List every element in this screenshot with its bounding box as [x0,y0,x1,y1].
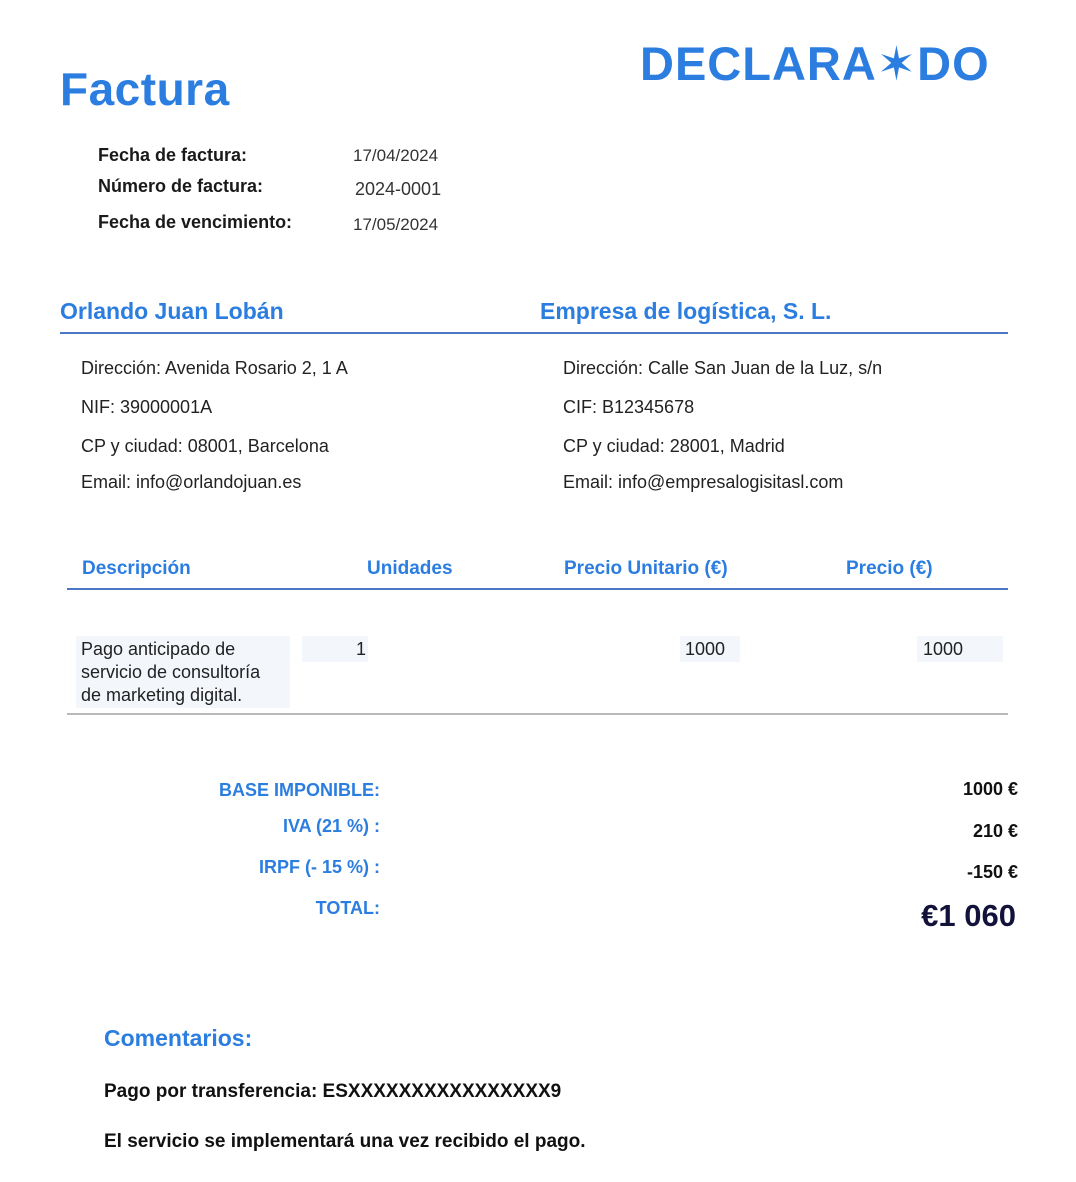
irpf-label: IRPF (- 15 %) : [258,857,380,877]
invoice-date-value: 17/04/2024 [353,146,439,165]
base-imponible-label: BASE IMPONIBLE: [218,780,380,800]
client-city: CP y ciudad: 28001, Madrid [563,436,785,456]
issuer-name: Orlando Juan Lobán [60,298,284,324]
declarando-logo: DECLARA✶DO [640,37,990,90]
row-price: 1000 [923,639,964,659]
total-value: €1 060 [921,898,1016,933]
invoice-number-label: Número de factura: [98,176,264,196]
col-header-description: Descripción [82,558,191,579]
row-price-cell [917,636,1003,662]
due-date-value: 17/05/2024 [353,215,439,234]
col-header-price: Precio (€) [846,558,933,579]
table-row [76,636,290,708]
issuer-city: CP y ciudad: 08001, Barcelona [81,436,329,456]
comment-payment: Pago por transferencia: ESXXXXXXXXXXXXXXXX9 [104,1081,562,1102]
client-name: Empresa de logística, S. L. [540,298,832,324]
client-cif: CIF: B12345678 [563,397,695,417]
client-address: Dirección: Calle San Juan de la Luz, s/n [563,358,883,378]
irpf-value: -150 € [966,862,1018,882]
table-header-divider [67,588,1008,590]
issuer-email: Email: info@orlandojuan.es [81,472,302,492]
due-date-label: Fecha de vencimiento: [98,212,293,232]
col-header-units: Unidades [367,558,453,579]
invoice-number-value: 2024-0001 [355,179,442,199]
invoice-date-label: Fecha de factura: [98,145,248,165]
client-email: Email: info@empresalogisitasl.com [563,472,844,492]
iva-label: IVA (21 %) : [282,816,380,836]
row-description-line-1: Pago anticipado de [81,639,236,659]
base-imponible-value: 1000 € [962,779,1018,799]
row-units: 1 [356,639,367,659]
total-label: TOTAL: [315,898,380,918]
issuer-nif: NIF: 39000001A [81,397,213,417]
row-unit-price-cell [680,636,740,662]
row-description-line-2: servicio de consultoría [81,662,261,682]
table-bottom-divider [67,713,1008,715]
row-units-cell [302,636,368,662]
issuer-address: Dirección: Avenida Rosario 2, 1 A [81,358,348,378]
comment-service: El servicio se implementará una vez recibido el pago. [104,1131,586,1152]
page-title: Factura [60,63,230,115]
iva-value: 210 € [972,821,1018,841]
comments-title: Comentarios: [104,1025,253,1051]
row-description-line-3: de marketing digital. [81,685,243,705]
row-unit-price: 1000 [685,639,726,659]
parties-divider [60,332,1008,334]
col-header-unit-price: Precio Unitario (€) [564,558,728,579]
